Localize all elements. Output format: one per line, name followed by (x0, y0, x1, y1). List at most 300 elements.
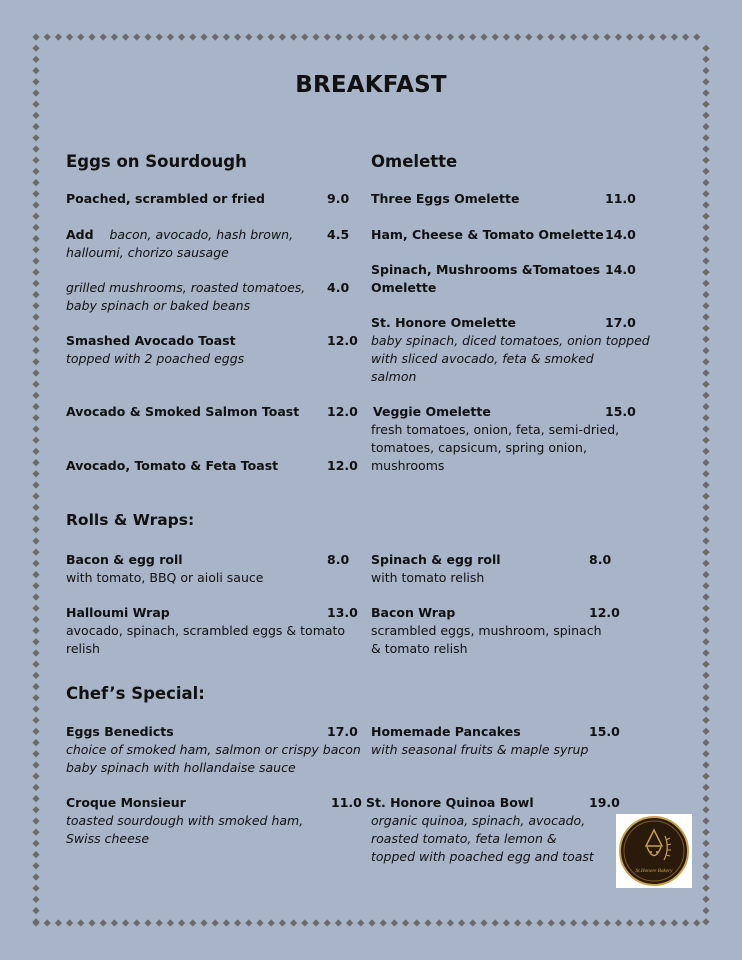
border-diamond (702, 179, 709, 186)
border-diamond (32, 145, 39, 152)
border-diamond (32, 750, 39, 757)
bacon-wrap-price: 12.0 (589, 605, 620, 620)
border-diamond (480, 33, 487, 40)
border-diamond (32, 448, 39, 455)
border-diamond (702, 493, 709, 500)
bacon-wrap-name: Bacon Wrap (371, 605, 456, 620)
border-diamond (702, 448, 709, 455)
border-diamond (391, 919, 398, 926)
border-diamond (32, 683, 39, 690)
border-diamond (32, 873, 39, 880)
three-eggs-name: Three Eggs Omelette (371, 191, 520, 206)
border-diamond (702, 773, 709, 780)
spinach-omelette-price: 14.0 (605, 262, 636, 277)
border-diamond (279, 919, 286, 926)
border-diamond (702, 504, 709, 511)
border-diamond (32, 806, 39, 813)
border-diamond (133, 33, 140, 40)
border-diamond (548, 919, 555, 926)
logo-text: St.Honore Bakery (635, 868, 673, 874)
border-diamond (413, 919, 420, 926)
border-diamond (458, 919, 465, 926)
border-diamond (702, 112, 709, 119)
border-diamond (223, 33, 230, 40)
border-diamond (702, 123, 709, 130)
border-diamond (32, 134, 39, 141)
ham-omelette-price: 14.0 (605, 227, 636, 242)
veggie-omelette-price: 15.0 (605, 404, 636, 419)
border-diamond (32, 840, 39, 847)
border-diamond (702, 56, 709, 63)
border-diamond (32, 661, 39, 668)
border-diamond (548, 33, 555, 40)
border-diamond (702, 526, 709, 533)
border-diamond (256, 33, 263, 40)
croque-price: 11.0 (331, 795, 362, 810)
omelette-heading: Omelette (371, 152, 458, 171)
border-diamond (592, 919, 599, 926)
honore-omelette-name: St. Honore Omelette (371, 315, 516, 330)
halloumi-wrap-name: Halloumi Wrap (66, 605, 170, 620)
border-diamond (32, 414, 39, 421)
border-diamond (32, 896, 39, 903)
border-diamond (447, 919, 454, 926)
border-diamond (32, 392, 39, 399)
border-diamond (312, 33, 319, 40)
border-diamond (559, 919, 566, 926)
spinach-roll-price: 8.0 (589, 552, 612, 567)
border-diamond (702, 907, 709, 914)
border-diamond (290, 33, 297, 40)
border-diamond (32, 728, 39, 735)
border-diamond (626, 33, 633, 40)
border-diamond (637, 33, 644, 40)
border-diamond (424, 33, 431, 40)
border-diamond (503, 33, 510, 40)
border-diamond (637, 919, 644, 926)
feta-toast-name: Avocado, Tomato & Feta Toast (66, 458, 279, 473)
border-diamond (32, 616, 39, 623)
border-diamond (604, 33, 611, 40)
border-diamond (702, 313, 709, 320)
border-diamond (702, 459, 709, 466)
border-diamond (570, 919, 577, 926)
border-diamond (702, 437, 709, 444)
border-diamond (702, 269, 709, 276)
border-diamond (32, 739, 39, 746)
border-diamond (702, 885, 709, 892)
border-diamond (32, 224, 39, 231)
border-diamond (626, 919, 633, 926)
border-diamond (32, 717, 39, 724)
border-diamond (424, 919, 431, 926)
border-diamond (77, 919, 84, 926)
border-diamond (32, 627, 39, 634)
border-diamond (702, 739, 709, 746)
border-diamond (32, 907, 39, 914)
salmon-toast-price: 12.0 (327, 404, 358, 419)
border-diamond (702, 347, 709, 354)
border-diamond (702, 873, 709, 880)
border-diamond (212, 919, 219, 926)
border-diamond (702, 425, 709, 432)
border-diamond (702, 560, 709, 567)
border-diamond (702, 392, 709, 399)
add-line-2 (66, 244, 229, 262)
border-diamond (279, 33, 286, 40)
border-diamond (301, 33, 308, 40)
border-diamond (212, 33, 219, 40)
benedicts-desc-1: choice of smoked ham, salmon or crispy bacon (66, 742, 361, 757)
border-diamond (32, 549, 39, 556)
border-diamond (156, 919, 163, 926)
border-diamond (32, 347, 39, 354)
border-diamond (702, 661, 709, 668)
border-diamond (32, 672, 39, 679)
extras-text-2: baby spinach or baked beans (66, 298, 251, 313)
border-diamond (702, 896, 709, 903)
border-diamond (702, 157, 709, 164)
border-diamond (702, 134, 709, 141)
border-diamond (702, 515, 709, 522)
border-diamond (702, 381, 709, 388)
border-diamond (111, 919, 118, 926)
border-diamond (301, 919, 308, 926)
border-diamond (682, 33, 689, 40)
border-diamond (402, 33, 409, 40)
border-diamond (702, 369, 709, 376)
border-diamond (702, 481, 709, 488)
border-diamond (559, 33, 566, 40)
border-diamond (702, 336, 709, 343)
add-line-1 (66, 226, 293, 244)
border-diamond (570, 33, 577, 40)
bacon-roll-desc: with tomato, BBQ or aioli sauce (66, 570, 264, 585)
border-diamond (234, 919, 241, 926)
border-diamond (335, 919, 342, 926)
benedicts-desc-2: baby spinach with hollandaise sauce (66, 760, 296, 775)
border-diamond (200, 33, 207, 40)
border-diamond (32, 493, 39, 500)
border-diamond (32, 291, 39, 298)
border-diamond (32, 705, 39, 712)
border-diamond (44, 919, 51, 926)
border-diamond (346, 33, 353, 40)
border-diamond (111, 33, 118, 40)
halloumi-wrap-desc-2: relish (66, 641, 100, 656)
border-diamond (32, 773, 39, 780)
quinoa-price: 19.0 (589, 795, 620, 810)
border-diamond (144, 919, 151, 926)
border-diamond (32, 784, 39, 791)
border-diamond (32, 280, 39, 287)
border-diamond (702, 683, 709, 690)
border-diamond (178, 33, 185, 40)
border-diamond (156, 33, 163, 40)
border-diamond (32, 526, 39, 533)
extras-price: 4.0 (327, 280, 350, 295)
border-diamond (702, 291, 709, 298)
feta-toast-price: 12.0 (327, 458, 358, 473)
border-diamond (702, 649, 709, 656)
border-diamond (469, 33, 476, 40)
border-diamond (702, 235, 709, 242)
border-diamond (702, 470, 709, 477)
border-diamond (32, 190, 39, 197)
border-diamond (32, 649, 39, 656)
pancakes-price: 15.0 (589, 724, 620, 739)
border-diamond (702, 101, 709, 108)
border-diamond (200, 919, 207, 926)
border-diamond (702, 201, 709, 208)
border-diamond (702, 325, 709, 332)
border-diamond (581, 33, 588, 40)
honore-omelette-desc-3: salmon (371, 369, 417, 384)
border-diamond (402, 919, 409, 926)
border-diamond (469, 919, 476, 926)
border-diamond (702, 829, 709, 836)
quinoa-desc-2: roasted tomato, feta lemon & (371, 831, 557, 846)
border-diamond (368, 919, 375, 926)
border-diamond (122, 33, 129, 40)
border-diamond (32, 515, 39, 522)
border-diamond (32, 437, 39, 444)
border-diamond (391, 33, 398, 40)
border-diamond (525, 33, 532, 40)
border-diamond (32, 381, 39, 388)
border-diamond (514, 919, 521, 926)
ham-omelette-name: Ham, Cheese & Tomato Omelette (371, 227, 604, 242)
border-diamond (32, 313, 39, 320)
add-text-2: halloumi, chorizo sausage (66, 245, 229, 260)
border-diamond (256, 919, 263, 926)
border-diamond (32, 829, 39, 836)
croque-desc-1: toasted sourdough with smoked ham, (66, 813, 304, 828)
border-diamond (66, 919, 73, 926)
border-diamond (32, 168, 39, 175)
border-diamond (32, 694, 39, 701)
border-diamond (100, 33, 107, 40)
salmon-toast-name: Avocado & Smoked Salmon Toast (66, 404, 300, 419)
bacon-roll-price: 8.0 (327, 552, 350, 567)
border-diamond (604, 919, 611, 926)
border-diamond (66, 33, 73, 40)
croque-name: Croque Monsieur (66, 795, 186, 810)
three-eggs-price: 11.0 (605, 191, 636, 206)
border-diamond (32, 257, 39, 264)
border-diamond (32, 33, 39, 40)
border-diamond (122, 919, 129, 926)
border-diamond (592, 33, 599, 40)
border-diamond (100, 919, 107, 926)
border-diamond (702, 145, 709, 152)
border-diamond (660, 919, 667, 926)
veggie-omelette-desc-1: fresh tomatoes, onion, feta, semi-dried, (371, 422, 620, 437)
border-diamond (702, 694, 709, 701)
border-diamond (178, 919, 185, 926)
border-diamond (503, 919, 510, 926)
border-diamond (32, 56, 39, 63)
border-diamond (480, 919, 487, 926)
border-diamond (702, 537, 709, 544)
bakery-logo-image (616, 814, 692, 888)
chef-heading: Chef’s Special: (66, 684, 205, 703)
border-diamond (32, 582, 39, 589)
border-diamond (702, 672, 709, 679)
border-diamond (702, 761, 709, 768)
border-diamond (702, 168, 709, 175)
border-diamond (32, 45, 39, 52)
border-diamond (671, 33, 678, 40)
border-diamond (88, 919, 95, 926)
border-diamond (223, 919, 230, 926)
border-diamond (682, 919, 689, 926)
border-diamond (44, 33, 51, 40)
border-diamond (32, 269, 39, 276)
border-diamond (32, 246, 39, 253)
border-diamond (346, 919, 353, 926)
benedicts-price: 17.0 (327, 724, 358, 739)
smashed-name: Smashed Avocado Toast (66, 333, 236, 348)
halloumi-wrap-price: 13.0 (327, 605, 358, 620)
border-diamond (290, 919, 297, 926)
border-diamond (536, 33, 543, 40)
border-diamond (702, 851, 709, 858)
spinach-omelette-name-1: Spinach, Mushrooms &Tomatoes (371, 262, 601, 277)
border-diamond (133, 919, 140, 926)
croque-desc-2: Swiss cheese (66, 831, 150, 846)
border-diamond (436, 33, 443, 40)
border-diamond (702, 190, 709, 197)
border-diamond (32, 761, 39, 768)
add-text-1: bacon, avocado, hash brown, (109, 227, 294, 242)
border-diamond (514, 33, 521, 40)
eggs-heading: Eggs on Sourdough (66, 152, 247, 171)
border-diamond (702, 817, 709, 824)
border-diamond (702, 213, 709, 220)
border-diamond (32, 571, 39, 578)
border-diamond (32, 369, 39, 376)
border-diamond (702, 224, 709, 231)
border-diamond (32, 885, 39, 892)
border-diamond (380, 919, 387, 926)
border-diamond (32, 325, 39, 332)
border-diamond (32, 560, 39, 567)
border-diamond (702, 593, 709, 600)
border-diamond (702, 605, 709, 612)
border-diamond (32, 537, 39, 544)
border-diamond (413, 33, 420, 40)
border-diamond (88, 33, 95, 40)
border-diamond (167, 33, 174, 40)
border-diamond (380, 33, 387, 40)
border-diamond (492, 919, 499, 926)
border-diamond (458, 33, 465, 40)
quinoa-name: St. Honore Quinoa Bowl (366, 795, 534, 810)
border-diamond (702, 784, 709, 791)
border-diamond (144, 33, 151, 40)
border-diamond (55, 33, 62, 40)
border-diamond (492, 33, 499, 40)
quinoa-desc-3: topped with poached egg and toast (371, 849, 594, 864)
border-diamond (32, 157, 39, 164)
smashed-desc: topped with 2 poached eggs (66, 351, 245, 366)
border-diamond (702, 795, 709, 802)
border-diamond (702, 627, 709, 634)
border-diamond (702, 246, 709, 253)
border-diamond (702, 571, 709, 578)
poached-name: Poached, scrambled or fried (66, 191, 265, 206)
spinach-roll-name: Spinach & egg roll (371, 552, 501, 567)
border-diamond (615, 919, 622, 926)
border-diamond (32, 336, 39, 343)
border-diamond (702, 616, 709, 623)
border-diamond (245, 919, 252, 926)
border-diamond (32, 470, 39, 477)
border-diamond (32, 918, 39, 925)
bakery-logo (616, 814, 692, 888)
border-diamond (32, 403, 39, 410)
border-diamond (32, 302, 39, 309)
border-diamond (32, 638, 39, 645)
border-diamond (525, 919, 532, 926)
border-diamond (447, 33, 454, 40)
border-diamond (32, 425, 39, 432)
border-diamond (671, 919, 678, 926)
border-diamond (702, 414, 709, 421)
border-diamond (245, 33, 252, 40)
extras-text-1: grilled mushrooms, roasted tomatoes, (66, 280, 306, 295)
border-diamond (660, 33, 667, 40)
add-label: Add (66, 227, 94, 242)
border-diamond (32, 504, 39, 511)
border-diamond (702, 717, 709, 724)
border-diamond (32, 605, 39, 612)
honore-omelette-desc-2: with sliced avocado, feta & smoked (371, 351, 594, 366)
veggie-omelette-desc-2: tomatoes, capsicum, spring onion, (371, 440, 587, 455)
border-diamond (693, 919, 700, 926)
border-diamond (702, 638, 709, 645)
spinach-omelette-name-2: Omelette (371, 280, 437, 295)
border-diamond (536, 919, 543, 926)
honore-omelette-price: 17.0 (605, 315, 636, 330)
border-diamond (32, 101, 39, 108)
border-diamond (32, 213, 39, 220)
border-diamond (32, 235, 39, 242)
border-diamond (32, 358, 39, 365)
border-diamond (167, 919, 174, 926)
border-diamond (702, 257, 709, 264)
border-diamond (32, 459, 39, 466)
add-price: 4.5 (327, 227, 350, 242)
border-diamond (702, 358, 709, 365)
border-diamond (436, 919, 443, 926)
quinoa-desc-1: organic quinoa, spinach, avocado, (371, 813, 586, 828)
border-diamond (702, 862, 709, 869)
border-diamond (32, 123, 39, 130)
border-diamond (702, 549, 709, 556)
bacon-roll-name: Bacon & egg roll (66, 552, 183, 567)
border-diamond (32, 179, 39, 186)
border-diamond (702, 302, 709, 309)
bacon-wrap-desc-1: scrambled eggs, mushroom, spinach (371, 623, 602, 638)
border-diamond (702, 728, 709, 735)
page-title: BREAKFAST (295, 72, 447, 98)
border-diamond (55, 919, 62, 926)
pancakes-desc: with seasonal fruits & maple syrup (371, 742, 589, 757)
border-diamond (702, 403, 709, 410)
border-diamond (335, 33, 342, 40)
